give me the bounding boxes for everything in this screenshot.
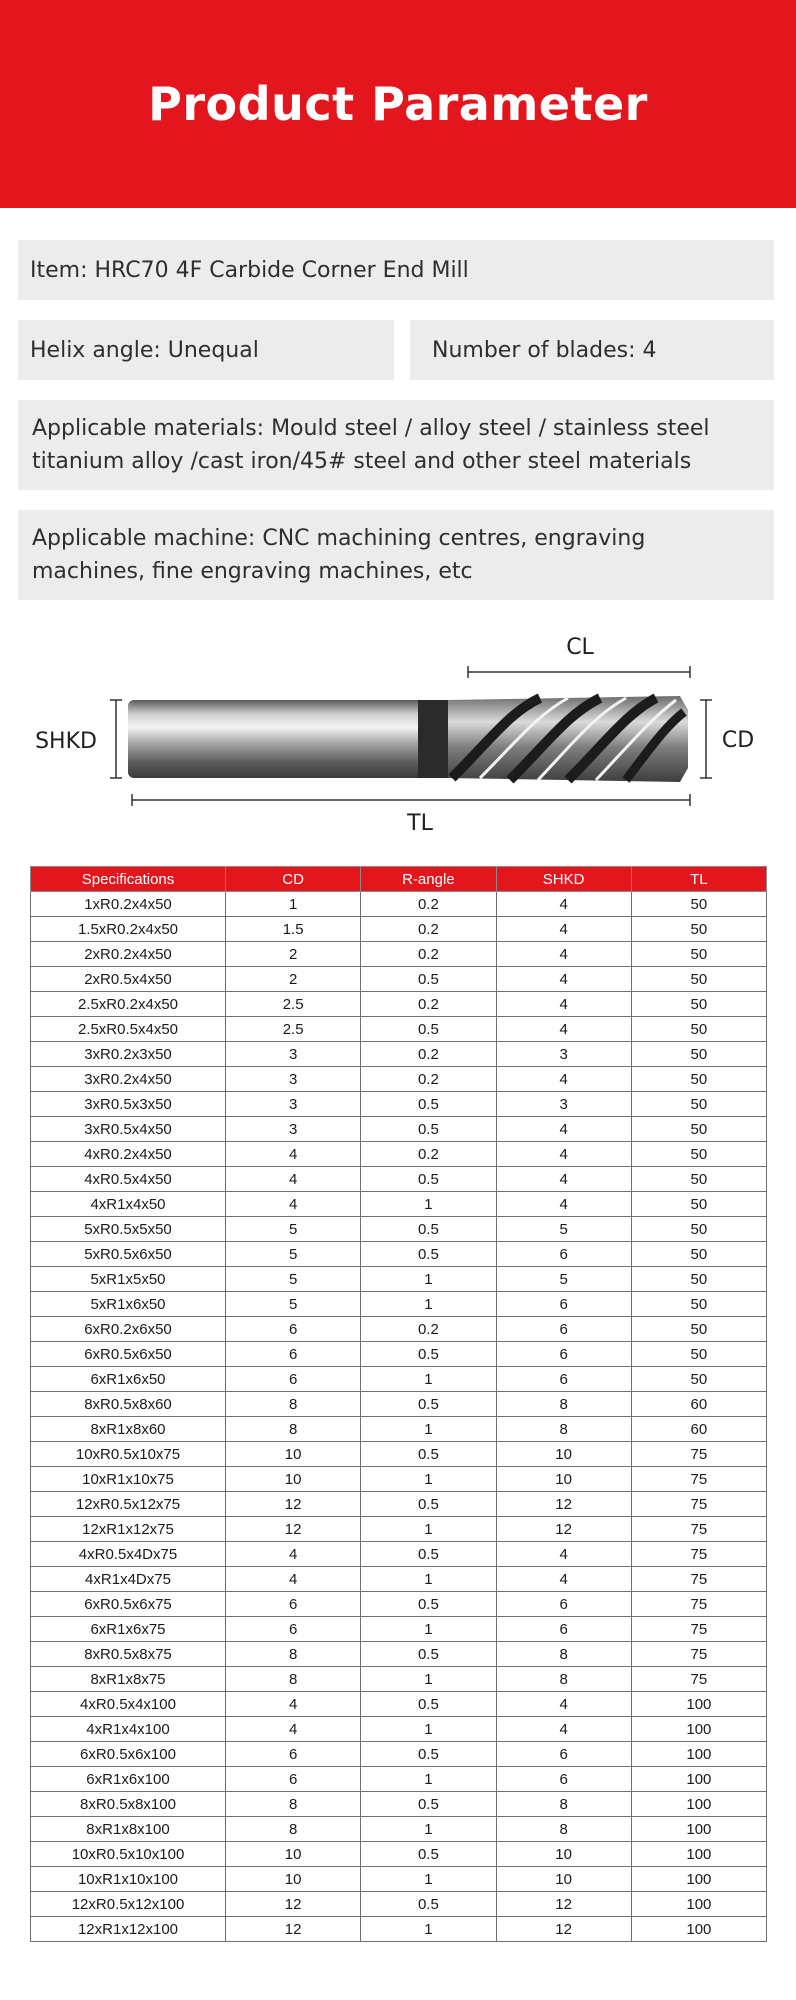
cell-specification: 3xR0.5x4x50 [31, 1117, 226, 1142]
cell-shkd: 8 [496, 1392, 631, 1417]
cell-shkd: 8 [496, 1817, 631, 1842]
cell-cd: 10 [226, 1867, 361, 1892]
cell-tl: 100 [631, 1842, 766, 1867]
cell-tl: 75 [631, 1617, 766, 1642]
cell-cd: 6 [226, 1317, 361, 1342]
cell-r-angle: 0.5 [361, 1692, 496, 1717]
cell-tl: 50 [631, 1092, 766, 1117]
cell-tl: 75 [631, 1517, 766, 1542]
cell-specification: 6xR0.5x6x50 [31, 1342, 226, 1367]
cell-shkd: 4 [496, 1017, 631, 1042]
table-row [31, 1292, 767, 1317]
cell-tl: 60 [631, 1392, 766, 1417]
cell-cd: 8 [226, 1817, 361, 1842]
cell-r-angle: 1 [361, 1467, 496, 1492]
cell-cd: 1.5 [226, 917, 361, 942]
cell-r-angle: 0.5 [361, 1542, 496, 1567]
shkd-label: SHKD [35, 729, 97, 754]
cell-specification: 8xR1x8x100 [31, 1817, 226, 1842]
cell-cd: 3 [226, 1042, 361, 1067]
cell-r-angle: 1 [361, 1267, 496, 1292]
cell-shkd: 12 [496, 1892, 631, 1917]
cell-shkd: 4 [496, 1567, 631, 1592]
cell-shkd: 4 [496, 942, 631, 967]
cell-tl: 50 [631, 1117, 766, 1142]
end-mill-shape [128, 696, 688, 782]
cell-specification: 12xR0.5x12x100 [31, 1892, 226, 1917]
cell-r-angle: 1 [361, 1192, 496, 1217]
cell-shkd: 4 [496, 1167, 631, 1192]
cell-cd: 12 [226, 1492, 361, 1517]
table-row [31, 1642, 767, 1667]
cell-tl: 50 [631, 1367, 766, 1392]
table-row [31, 917, 767, 942]
cell-tl: 50 [631, 917, 766, 942]
cell-shkd: 8 [496, 1667, 631, 1692]
cell-specification: 4xR0.5x4x100 [31, 1692, 226, 1717]
item-box [18, 240, 774, 300]
cell-shkd: 12 [496, 1517, 631, 1542]
table-row [31, 1742, 767, 1767]
table-row [31, 1017, 767, 1042]
cell-tl: 50 [631, 1042, 766, 1067]
cell-tl: 75 [631, 1592, 766, 1617]
table-row [31, 1142, 767, 1167]
cell-specification: 12xR1x12x100 [31, 1917, 226, 1942]
cell-r-angle: 1 [361, 1567, 496, 1592]
table-header-row [31, 867, 767, 892]
cell-tl: 100 [631, 1892, 766, 1917]
cell-shkd: 4 [496, 892, 631, 917]
cell-r-angle: 0.5 [361, 967, 496, 992]
table-row [31, 1567, 767, 1592]
cell-cd: 5 [226, 1267, 361, 1292]
cell-r-angle: 0.5 [361, 1892, 496, 1917]
cell-cd: 8 [226, 1392, 361, 1417]
table-row [31, 1417, 767, 1442]
cell-specification: 4xR0.2x4x50 [31, 1142, 226, 1167]
cell-tl: 50 [631, 967, 766, 992]
cl-dimension [468, 635, 690, 678]
cell-tl: 100 [631, 1717, 766, 1742]
cell-specification: 4xR0.5x4x50 [31, 1167, 226, 1192]
cell-specification: 1.5xR0.2x4x50 [31, 917, 226, 942]
table-row [31, 1442, 767, 1467]
cell-tl: 100 [631, 1742, 766, 1767]
cell-r-angle: 1 [361, 1767, 496, 1792]
cell-shkd: 6 [496, 1592, 631, 1617]
cell-r-angle: 0.5 [361, 1017, 496, 1042]
cd-dimension [700, 700, 754, 778]
cell-r-angle: 1 [361, 1617, 496, 1642]
cell-specification: 2.5xR0.5x4x50 [31, 1017, 226, 1042]
table-row [31, 1592, 767, 1617]
table-row [31, 1167, 767, 1192]
cell-cd: 4 [226, 1717, 361, 1742]
cell-specification: 1xR0.2x4x50 [31, 892, 226, 917]
cell-specification: 2.5xR0.2x4x50 [31, 992, 226, 1017]
cell-shkd: 4 [496, 967, 631, 992]
table-row [31, 1317, 767, 1342]
machine-line-1: Applicable machine: CNC machining centres, engraving [32, 526, 646, 551]
cd-label: CD [721, 728, 755, 753]
cell-cd: 8 [226, 1667, 361, 1692]
cell-specification: 10xR0.5x10x75 [31, 1442, 226, 1467]
table-row [31, 1817, 767, 1842]
cell-r-angle: 1 [361, 1417, 496, 1442]
cell-cd: 2.5 [226, 1017, 361, 1042]
cell-r-angle: 0.2 [361, 917, 496, 942]
cell-shkd: 4 [496, 1192, 631, 1217]
materials-line-1: Applicable materials: Mould steel / alloy steel / stainless steel [32, 416, 710, 441]
cell-r-angle: 0.2 [361, 1067, 496, 1092]
spec-table [30, 866, 767, 1942]
cell-r-angle: 1 [361, 1367, 496, 1392]
table-row [31, 1467, 767, 1492]
materials-line-2: titanium alloy /cast iron/45# steel and other steel materials [32, 449, 692, 474]
cell-cd: 5 [226, 1292, 361, 1317]
cell-shkd: 6 [496, 1242, 631, 1267]
cell-tl: 75 [631, 1542, 766, 1567]
cell-r-angle: 0.5 [361, 1092, 496, 1117]
cell-cd: 4 [226, 1567, 361, 1592]
cell-tl: 100 [631, 1767, 766, 1792]
cell-shkd: 4 [496, 1717, 631, 1742]
cell-cd: 5 [226, 1242, 361, 1267]
cell-tl: 50 [631, 1292, 766, 1317]
cell-tl: 100 [631, 1792, 766, 1817]
cell-cd: 5 [226, 1217, 361, 1242]
table-row [31, 1617, 767, 1642]
cell-tl: 50 [631, 942, 766, 967]
cell-specification: 12xR0.5x12x75 [31, 1492, 226, 1517]
blades-box [410, 320, 774, 380]
table-row [31, 1392, 767, 1417]
cell-cd: 6 [226, 1592, 361, 1617]
table-row [31, 1217, 767, 1242]
cell-tl: 75 [631, 1642, 766, 1667]
cell-specification: 4xR1x4x100 [31, 1717, 226, 1742]
cell-tl: 50 [631, 1242, 766, 1267]
cell-shkd: 5 [496, 1267, 631, 1292]
cell-shkd: 6 [496, 1342, 631, 1367]
cell-tl: 100 [631, 1817, 766, 1842]
cell-cd: 6 [226, 1742, 361, 1767]
cell-specification: 4xR1x4x50 [31, 1192, 226, 1217]
cell-cd: 6 [226, 1342, 361, 1367]
cell-tl: 50 [631, 1267, 766, 1292]
table-row [31, 1192, 767, 1217]
cell-specification: 12xR1x12x75 [31, 1517, 226, 1542]
cell-specification: 4xR0.5x4Dx75 [31, 1542, 226, 1567]
blades-text: Number of blades: 4 [432, 337, 657, 363]
cell-specification: 6xR1x6x50 [31, 1367, 226, 1392]
cl-label: CL [566, 635, 594, 660]
cell-tl: 75 [631, 1667, 766, 1692]
cell-specification: 5xR0.5x6x50 [31, 1242, 226, 1267]
end-mill-diagram [20, 630, 776, 840]
cell-r-angle: 0.2 [361, 992, 496, 1017]
cell-cd: 3 [226, 1067, 361, 1092]
cell-shkd: 10 [496, 1842, 631, 1867]
table-row [31, 1542, 767, 1567]
table-row [31, 1367, 767, 1392]
shkd-dimension [35, 700, 122, 778]
cell-tl: 50 [631, 1342, 766, 1367]
table-row [31, 942, 767, 967]
cell-specification: 3xR0.2x4x50 [31, 1067, 226, 1092]
cell-shkd: 6 [496, 1367, 631, 1392]
cell-tl: 50 [631, 1167, 766, 1192]
cell-specification: 5xR1x5x50 [31, 1267, 226, 1292]
cell-specification: 5xR1x6x50 [31, 1292, 226, 1317]
cell-specification: 8xR1x8x75 [31, 1667, 226, 1692]
header-tl: TL [631, 867, 766, 892]
cell-specification: 10xR1x10x100 [31, 1867, 226, 1892]
cell-specification: 6xR1x6x75 [31, 1617, 226, 1642]
cell-specification: 4xR1x4Dx75 [31, 1567, 226, 1592]
machine-line-2: machines, fine engraving machines, etc [32, 559, 473, 584]
cell-specification: 8xR0.5x8x100 [31, 1792, 226, 1817]
cell-cd: 12 [226, 1917, 361, 1942]
cell-tl: 50 [631, 1317, 766, 1342]
cell-r-angle: 0.2 [361, 1142, 496, 1167]
cell-tl: 75 [631, 1467, 766, 1492]
cell-cd: 10 [226, 1842, 361, 1867]
cell-shkd: 4 [496, 1067, 631, 1092]
cell-tl: 50 [631, 1142, 766, 1167]
title-banner [0, 0, 796, 208]
cell-cd: 4 [226, 1542, 361, 1567]
cell-cd: 2 [226, 967, 361, 992]
cell-cd: 6 [226, 1617, 361, 1642]
cell-r-angle: 0.5 [361, 1117, 496, 1142]
cell-r-angle: 0.2 [361, 1317, 496, 1342]
cell-cd: 12 [226, 1892, 361, 1917]
cell-cd: 6 [226, 1367, 361, 1392]
cell-r-angle: 1 [361, 1517, 496, 1542]
cell-r-angle: 1 [361, 1917, 496, 1942]
cell-r-angle: 1 [361, 1667, 496, 1692]
cell-tl: 75 [631, 1442, 766, 1467]
cell-shkd: 6 [496, 1617, 631, 1642]
tl-dimension [132, 794, 690, 836]
cell-shkd: 6 [496, 1742, 631, 1767]
cell-r-angle: 0.5 [361, 1342, 496, 1367]
cell-cd: 3 [226, 1092, 361, 1117]
cell-r-angle: 0.2 [361, 942, 496, 967]
cell-r-angle: 0.5 [361, 1592, 496, 1617]
table-row [31, 892, 767, 917]
cell-shkd: 5 [496, 1217, 631, 1242]
header-specifications: Specifications [31, 867, 226, 892]
header-r-angle: R-angle [361, 867, 496, 892]
table-row [31, 1717, 767, 1742]
cell-specification: 3xR0.5x3x50 [31, 1092, 226, 1117]
cell-tl: 50 [631, 1217, 766, 1242]
cell-shkd: 6 [496, 1292, 631, 1317]
cell-r-angle: 0.2 [361, 892, 496, 917]
cell-shkd: 12 [496, 1917, 631, 1942]
helix-text: Helix angle: Unequal [30, 337, 259, 363]
cell-shkd: 3 [496, 1092, 631, 1117]
cell-cd: 3 [226, 1117, 361, 1142]
cell-specification: 10xR1x10x75 [31, 1467, 226, 1492]
cell-r-angle: 1 [361, 1867, 496, 1892]
cell-shkd: 10 [496, 1867, 631, 1892]
cell-r-angle: 0.5 [361, 1842, 496, 1867]
cell-specification: 6xR0.5x6x75 [31, 1592, 226, 1617]
cell-cd: 4 [226, 1167, 361, 1192]
tl-label: TL [407, 811, 433, 836]
table-row [31, 1667, 767, 1692]
table-row [31, 967, 767, 992]
table-row [31, 1342, 767, 1367]
cell-r-angle: 0.5 [361, 1167, 496, 1192]
cell-cd: 8 [226, 1417, 361, 1442]
table-row [31, 1242, 767, 1267]
cell-specification: 5xR0.5x5x50 [31, 1217, 226, 1242]
page-title: Product Parameter [148, 77, 648, 131]
cell-specification: 3xR0.2x3x50 [31, 1042, 226, 1067]
table-row [31, 1767, 767, 1792]
cell-specification: 6xR1x6x100 [31, 1767, 226, 1792]
cell-r-angle: 0.5 [361, 1742, 496, 1767]
cell-shkd: 12 [496, 1492, 631, 1517]
cell-cd: 10 [226, 1467, 361, 1492]
cell-cd: 2.5 [226, 992, 361, 1017]
cell-cd: 6 [226, 1767, 361, 1792]
cell-shkd: 4 [496, 1117, 631, 1142]
cell-tl: 50 [631, 992, 766, 1017]
cell-r-angle: 0.5 [361, 1792, 496, 1817]
cell-shkd: 8 [496, 1417, 631, 1442]
helix-box [18, 320, 394, 380]
cell-specification: 6xR0.2x6x50 [31, 1317, 226, 1342]
table-row [31, 1092, 767, 1117]
table-row [31, 1842, 767, 1867]
cell-tl: 100 [631, 1692, 766, 1717]
cell-cd: 2 [226, 942, 361, 967]
cell-cd: 1 [226, 892, 361, 917]
cell-tl: 75 [631, 1567, 766, 1592]
cell-cd: 4 [226, 1142, 361, 1167]
header-shkd: SHKD [496, 867, 631, 892]
cell-specification: 2xR0.2x4x50 [31, 942, 226, 967]
cell-r-angle: 1 [361, 1817, 496, 1842]
cell-r-angle: 0.2 [361, 1042, 496, 1067]
cell-cd: 8 [226, 1792, 361, 1817]
table-body [31, 892, 767, 1942]
machine-box [18, 510, 774, 600]
cell-tl: 60 [631, 1417, 766, 1442]
cell-tl: 50 [631, 1192, 766, 1217]
cell-shkd: 6 [496, 1317, 631, 1342]
table-row [31, 1267, 767, 1292]
item-text: Item: HRC70 4F Carbide Corner End Mill [30, 257, 469, 283]
cell-cd: 4 [226, 1192, 361, 1217]
cell-specification: 8xR0.5x8x75 [31, 1642, 226, 1667]
cell-shkd: 4 [496, 1692, 631, 1717]
cell-r-angle: 0.5 [361, 1492, 496, 1517]
table-row [31, 1892, 767, 1917]
cell-cd: 8 [226, 1642, 361, 1667]
cell-shkd: 4 [496, 1142, 631, 1167]
table-row [31, 1792, 767, 1817]
cell-shkd: 4 [496, 992, 631, 1017]
cell-specification: 6xR0.5x6x100 [31, 1742, 226, 1767]
cell-tl: 100 [631, 1917, 766, 1942]
cell-cd: 4 [226, 1692, 361, 1717]
table-row [31, 992, 767, 1017]
table-row [31, 1117, 767, 1142]
cell-r-angle: 1 [361, 1292, 496, 1317]
cell-r-angle: 0.5 [361, 1392, 496, 1417]
cell-shkd: 10 [496, 1467, 631, 1492]
cell-specification: 2xR0.5x4x50 [31, 967, 226, 992]
table-row [31, 1042, 767, 1067]
cell-tl: 100 [631, 1867, 766, 1892]
cell-shkd: 4 [496, 1542, 631, 1567]
cell-shkd: 3 [496, 1042, 631, 1067]
table-row [31, 1917, 767, 1942]
table-row [31, 1492, 767, 1517]
table-row [31, 1692, 767, 1717]
cell-r-angle: 1 [361, 1717, 496, 1742]
cell-tl: 50 [631, 1017, 766, 1042]
cell-tl: 75 [631, 1492, 766, 1517]
cell-shkd: 10 [496, 1442, 631, 1467]
cell-shkd: 4 [496, 917, 631, 942]
materials-box [18, 400, 774, 490]
cell-tl: 50 [631, 1067, 766, 1092]
cell-specification: 10xR0.5x10x100 [31, 1842, 226, 1867]
cell-shkd: 8 [496, 1792, 631, 1817]
header-cd: CD [226, 867, 361, 892]
cell-cd: 12 [226, 1517, 361, 1542]
table-row [31, 1867, 767, 1892]
cell-shkd: 8 [496, 1642, 631, 1667]
cell-r-angle: 0.5 [361, 1642, 496, 1667]
cell-tl: 50 [631, 892, 766, 917]
cell-cd: 10 [226, 1442, 361, 1467]
cell-specification: 8xR1x8x60 [31, 1417, 226, 1442]
cell-r-angle: 0.5 [361, 1217, 496, 1242]
table-row [31, 1067, 767, 1092]
cell-specification: 8xR0.5x8x60 [31, 1392, 226, 1417]
cell-r-angle: 0.5 [361, 1242, 496, 1267]
cell-r-angle: 0.5 [361, 1442, 496, 1467]
table-row [31, 1517, 767, 1542]
cell-shkd: 6 [496, 1767, 631, 1792]
